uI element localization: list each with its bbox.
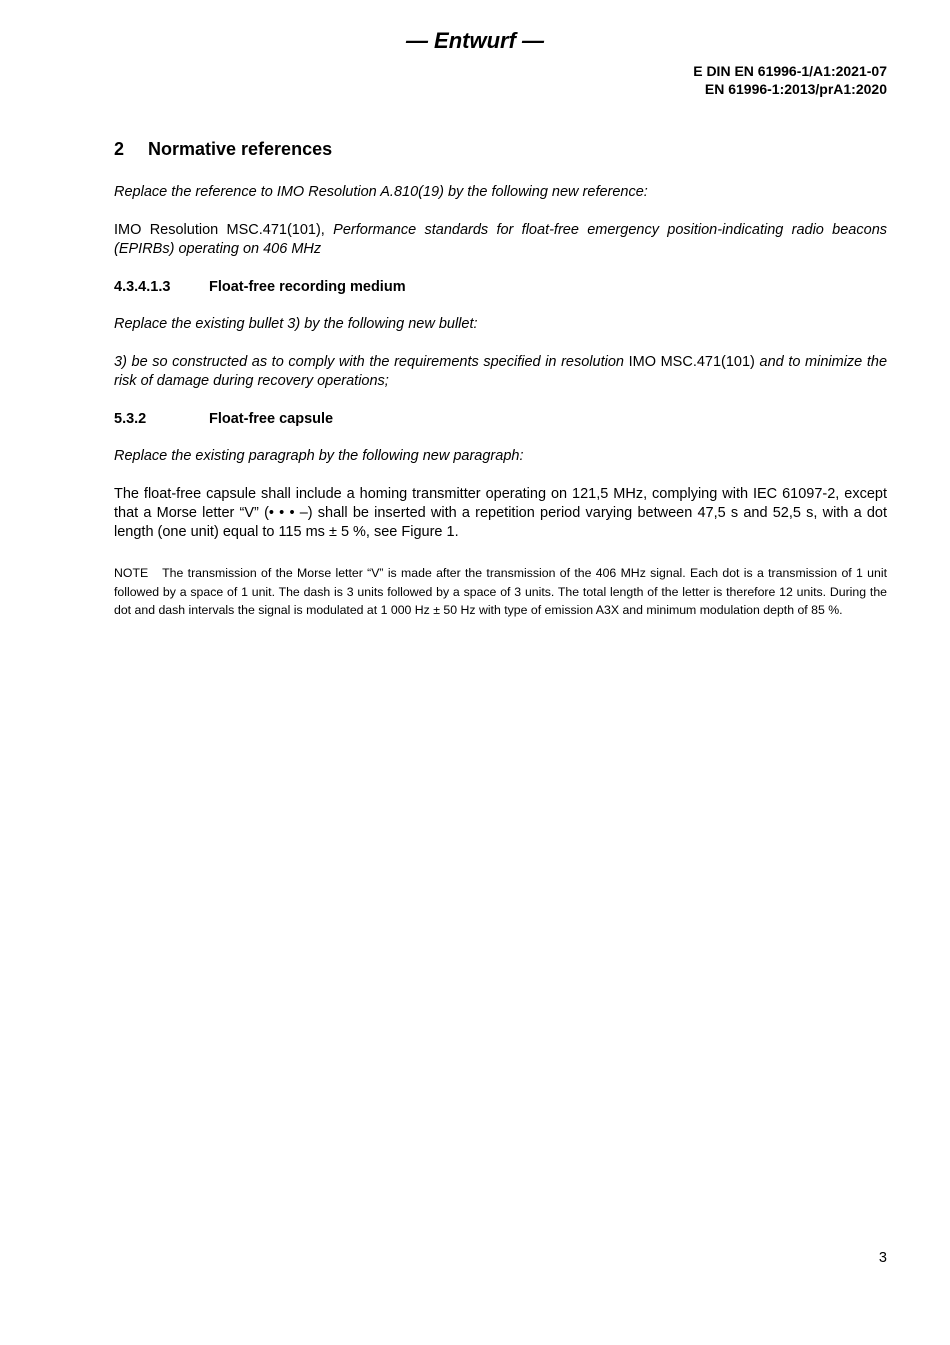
float-free-capsule-paragraph: The float-free capsule shall include a homing transmitter operating on 121,5 MHz, complying with IEC 61097-2, except that a Morse letter “V” (• • • –) shall be inserted with a repetition period varying between 47,5 s and 52,5 s, with a dot length (one unit) equal to 115 ms ± 5 %, see Figure 1.: [114, 486, 887, 540]
replace-reference-instruction: Replace the reference to IMO Resolution A.810(19) by the following new reference:: [114, 184, 648, 200]
doc-id-line-2: EN 61996-1:2013/prA1:2020: [704, 81, 887, 97]
bullet-3-reference: IMO MSC.471(101): [628, 354, 755, 370]
subsection-title: Float-free recording medium: [209, 279, 406, 295]
replace-bullet-instruction: Replace the existing bullet 3) by the following new bullet:: [114, 316, 478, 332]
page-number: 3: [878, 1250, 887, 1266]
section-heading: [114, 137, 887, 161]
document-body: [114, 137, 887, 620]
imo-reference-prefix: IMO Resolution MSC.471(101),: [114, 222, 325, 238]
subsection-title: Float-free capsule: [209, 411, 334, 427]
imo-reference-paragraph: [114, 221, 887, 259]
replace-paragraph-instruction: Replace the existing paragraph by the following new paragraph:: [114, 448, 524, 464]
subsection-number: 4.3.4.1.3: [114, 279, 171, 295]
subsection-heading-float-free-capsule: [114, 410, 887, 428]
document-identifier: [693, 62, 887, 98]
note-paragraph: [114, 564, 887, 620]
subsection-number: 5.3.2: [114, 411, 147, 427]
note-text: The transmission of the Morse letter “V” is made after the transmission of the 406 MHz signal. Each dot is a transmission of 1 unit followed by a space of 1 unit. The dash is 3 units followed by a space of 3 units. The total length of the letter is therefore 12 units. During the dot and dash intervals the signal is modulated at 1 000 Hz ± 50 Hz with type of emission A3X and minimum modulation depth of 85 %.: [114, 566, 887, 617]
section-number: 2: [114, 139, 125, 159]
doc-id-line-1: E DIN EN 61996-1/A1:2021-07: [693, 63, 887, 79]
bullet-3-text-part1: 3) be so constructed as to comply with the requirements specified in resolution: [114, 354, 624, 370]
note-label: NOTE: [114, 566, 149, 580]
section-title: Normative references: [148, 139, 333, 159]
imo-reference-title: Performance standards for float-free emergency position-indicating radio beacons (EPIRBs) operating on 406 MHz: [114, 222, 888, 257]
subsection-heading-float-free-recording-medium: [114, 278, 887, 296]
bullet-3-text-part2: and to minimize the risk of damage during recovery operations;: [114, 354, 888, 389]
bullet-3-paragraph: [114, 353, 887, 391]
draft-banner: — Entwurf —: [405, 28, 545, 53]
